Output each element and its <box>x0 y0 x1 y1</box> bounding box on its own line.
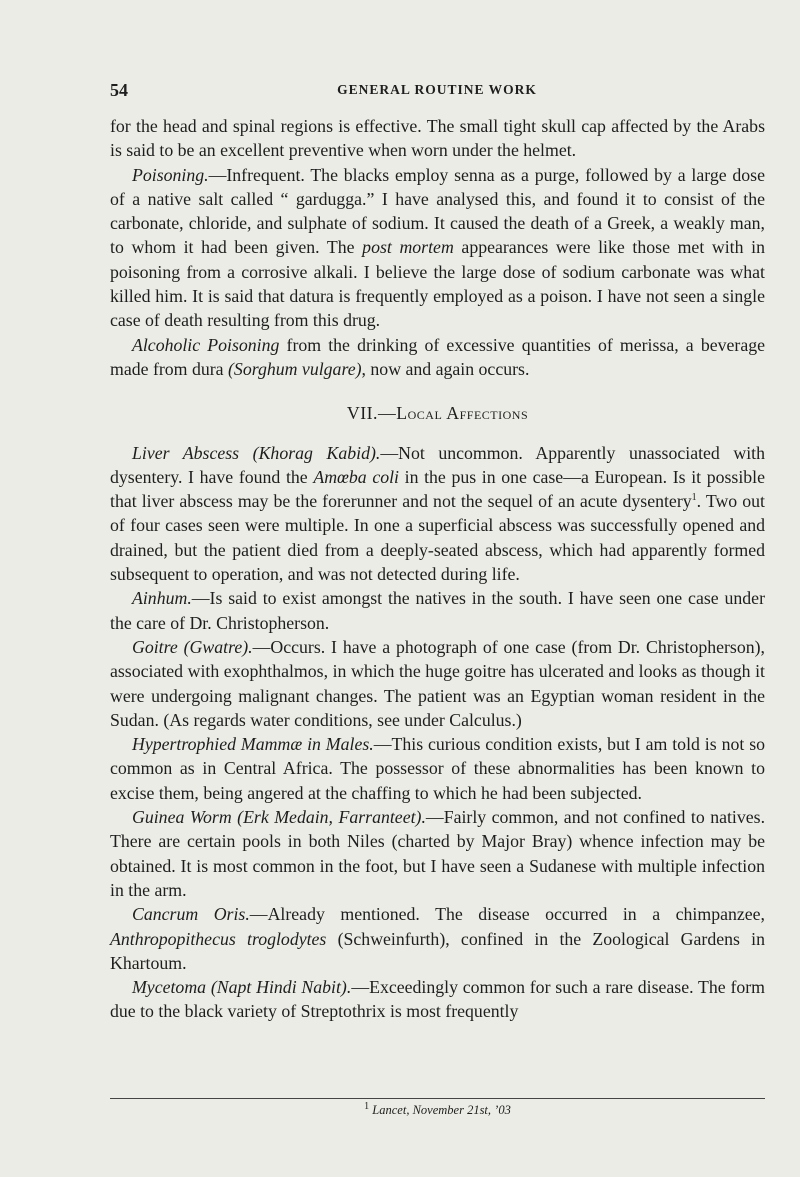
paragraph-mycetoma: Mycetoma (Napt Hindi Nabit).—Exceedingly common for such a rare disease. The form due to the black variety of Streptothrix is most frequently <box>110 977 766 1022</box>
entry-term: Liver Abscess (Khorag Kabid). <box>132 442 381 463</box>
paragraph-poisoning: Poisoning.—Infrequent. The blacks employ senna as a purge, followed by a large dose of a native salt called “ gardugga.” I have analysed this, and found it to consist of the carbonate, chloride, and sulphate of sodium. It caused the death of a Greek, a weakly man, to whom it had been given. The post mortem appearances were like those met with in poisoning from a corrosive alkali. I believe the large dose of sodium carbonate was what killed him. It is said that datura is frequently employed as a poison. I have not seen a single case of death resulting from this drug. <box>110 164 765 331</box>
entry-term: Goitre (Gwatre). <box>132 636 253 657</box>
entry-term: Cancrum Oris. <box>132 904 250 925</box>
footnote-reference: 1 <box>691 492 697 504</box>
entry-term: Alcoholic Poisoning <box>132 334 280 355</box>
footnote-source: Lancet, November 21st, ’03 <box>372 1103 511 1117</box>
entry-term: Ainhum. <box>132 588 192 609</box>
footnote-divider <box>110 1098 765 1099</box>
section-heading: VII.—Local Affections <box>346 403 529 424</box>
paragraph-continued: for the head and spinal regions is effective. The small tight skull cap affected by the Arabs is said to be an excellent preventive when worn under the helmet. <box>110 116 765 161</box>
running-title: GENERAL ROUTINE WORK <box>337 82 537 97</box>
page-number: 54 <box>110 80 128 100</box>
paragraph-goitre: Goitre (Gwatre).—Occurs. I have a photograph of one case (from Dr. Christopherson), associated with exophthalmos, in which the huge goitre has ulcerated and looks as though it were undergoing malignant changes. The patient was an Egyptian woman resident in the Sudan. (As regards water conditions, see under Calculus.) <box>110 636 765 730</box>
paragraph-cancrum-oris: Cancrum Oris.—Already mentioned. The disease occurred in a chimpanzee, Anthropopithecus troglodytes (Schweinfurth), confined in the Zoological Gardens in Khartoum. <box>110 904 766 973</box>
page-header <box>110 80 764 102</box>
entry-term: Hypertrophied Mammæ in Males. <box>132 734 374 755</box>
body-text <box>110 114 765 1024</box>
paragraph-ainhum: Ainhum.—Is said to exist amongst the natives in the south. I have seen one case under the care of Dr. Christopherson. <box>110 588 765 633</box>
entry-term: Mycetoma (Napt Hindi Nabit). <box>132 977 352 998</box>
paragraph-hypertrophied-mammae: Hypertrophied Mammæ in Males.—This curious condition exists, but I am told is not so common as in Central Africa. The possessor of these abnormalities has been known to excise them, being angered at the chaffing to which he had been subjected. <box>110 734 765 803</box>
entry-term: Guinea Worm (Erk Medain, Farranteet). <box>132 807 426 828</box>
entry-term: Poisoning. <box>132 164 209 185</box>
paragraph-guinea-worm: Guinea Worm (Erk Medain, Farranteet).—Fairly common, and not confined to natives. There are certain pools in both Niles (charted by Major Bray) whence infection may be obtained. It is most common in the foot, but I have seen a Sudanese with multiple infection in the arm. <box>110 807 766 900</box>
footnote-marker: 1 <box>364 1100 370 1112</box>
paragraph-alcoholic-poisoning: Alcoholic Poisoning from the drinking of excessive quantities of merissa, a beverage made from dura (Sorghum vulgare), now and again occurs. <box>110 334 765 379</box>
paragraph-liver-abscess: Liver Abscess (Khorag Kabid).—Not uncommon. Apparently unassociated with dysentery. I have found the Amœba coli in the pus in one case—a European. Is it possible that liver abscess may be the forerunner and not the sequel of an acute dysentery$^1$. Two out of four cases seen were multiple. In one a superficial abscess was successfully opened and drained, but the patient died from a deeply-seated abscess, which had apparently formed subsequent to operation, and was not detected during life. <box>110 442 766 585</box>
footnote <box>110 1100 765 1118</box>
